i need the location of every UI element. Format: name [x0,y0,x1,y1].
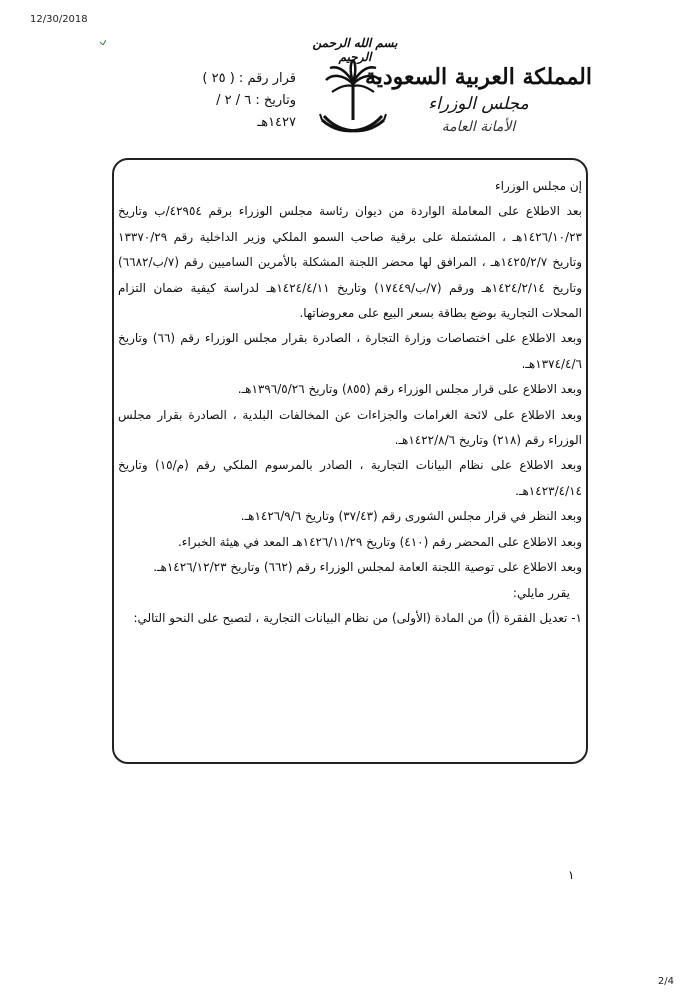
print-page-counter: 2/4 [657,976,674,987]
paragraph-8: وبعد الاطلاع على توصية اللجنة العامة لمجلس الوزراء رقم (٦٦٢) وتاريخ ١٤٢٦/١٢/٢٣هـ. [153,560,582,575]
resolve-line: يقرر مايلي: [512,585,570,600]
org-secretariat: الأمانة العامة [441,119,516,135]
decision-number: قرار رقم : ( ٢٥ ) [202,71,296,86]
paragraph-1: بعد الاطلاع على المعاملة الواردة من ديوان رئاسة مجلس الوزراء برقم ٤٢٩٥٤/ب وتاريخ ١٤٢٦/١٠/٢٣هـ ، المشتملة على برقية صاحب السمو الملكي وزير الداخلية رقم ١٣٣٧٠/٢٩ وتاريخ ١٤٢٥/٢/٧هـ ، المرافق لها محضر اللجنة المشكلة بالأمرين الساميين رقم (٧/ب/٦٦٨٢) وتاريخ ١٤٢٤/٢/١٤هـ ورقم (٧/ب/١٧٤٤٩) وتاريخ ١٤٢٤/٤/١١هـ لدراسة كيفية ضمان التزام المحلات التجارية بوضع بطاقة بسعر البيع على معروضاتها. [118,204,583,321]
paragraph-5: وبعد الاطلاع على نظام البيانات التجارية ، الصادر بالمرسوم الملكي رقم (م/١٥) وتاريخ ١٤٢٣/٤/١٤هـ. [118,458,582,498]
print-date: 12/30/2018 [30,14,88,25]
org-council: مجلس الوزراء [428,94,529,114]
paragraph-6: وبعد النظر في قرار مجلس الشورى رقم (٣٧/٤٣) وتاريخ ١٤٢٦/٩/٦هـ. [240,509,582,524]
item-1: ١- تعديل الفقرة (أ) من المادة (الأولى) من نظام البيانات التجارية ، لتصبح على النحو التالي: [133,610,582,625]
decision-body [118,174,582,631]
letterhead [0,0,700,160]
document-page-number: ١ [568,868,575,882]
org-kingdom: المملكة العربية السعودية [364,64,592,90]
paragraph-4: وبعد الاطلاع على لائحة الغرامات والجزاءات عن المخالفات البلدية ، الصادرة بقرار مجلس الوزراء رقم (٢١٨) وتاريخ ١٤٢٢/٨/٦هـ. [118,407,582,448]
paragraph-3: وبعد الاطلاع على قرار مجلس الوزراء رقم (٨٥٥) وتاريخ ١٣٩٦/٥/٢٦هـ. [237,382,582,397]
decision-date: وتاريخ : ٦ / ٢ / ١٤٢٧هـ [216,93,296,130]
paragraph-7: وبعد الاطلاع على المحضر رقم (٤١٠) وتاريخ ١٤٢٦/١١/٢٩هـ المعد في هيئة الخبراء. [177,534,582,549]
paragraph-2: وبعد الاطلاع على اختصاصات وزارة التجارة ، الصادرة بقرار مجلس الوزراء رقم (٦٦) وتاريخ ١٣٧٤/٤/٦هـ. [118,331,582,371]
basmala: بسم الله الرحمن الرحيم [312,36,398,64]
decision-meta [186,68,296,134]
opening-line: إن مجلس الوزراء [495,179,582,193]
organization-name [365,62,592,138]
